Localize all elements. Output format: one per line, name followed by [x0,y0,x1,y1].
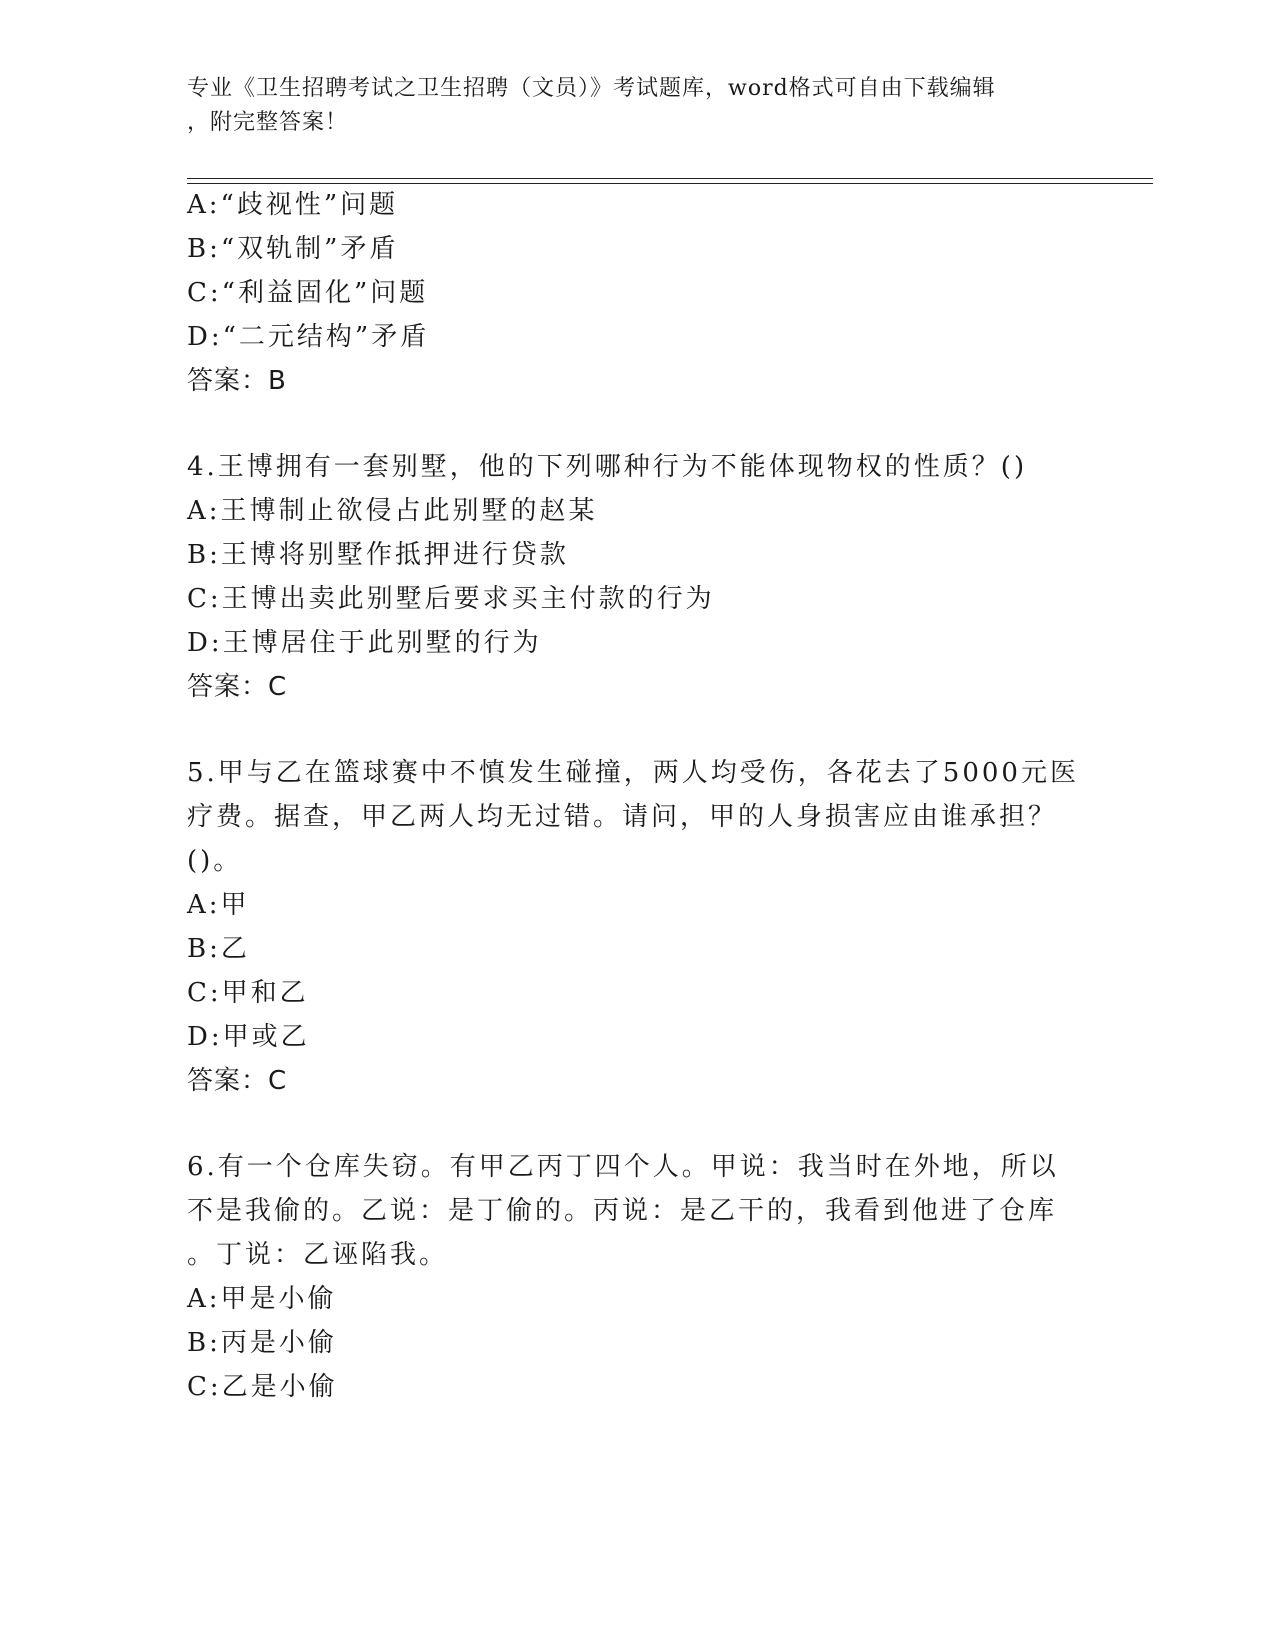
option-d: D:王博居住于此别墅的行为 [187,628,542,658]
question-stem: 。丁说：乙诬陷我。 [187,1240,449,1270]
document-header [187,72,1087,140]
answer-line: 答案：B [187,366,287,396]
option-c: C:“利益固化”问题 [187,278,429,308]
option-a: A:甲是小偷 [187,1284,337,1314]
option-d: D:“二元结构”矛盾 [187,322,430,352]
option-a: A:王博制止欲侵占此别墅的赵某 [187,496,598,526]
option-b: B:丙是小偷 [187,1328,337,1358]
question-stem: ()。 [187,846,243,876]
question-stem: 5.甲与乙在篮球赛中不慎发生碰撞，两人均受伤，各花去了5000元医 [187,758,1079,788]
question-stem: 6.有一个仓库失窃。有甲乙丙丁四个人。甲说：我当时在外地，所以 [187,1152,1059,1182]
option-b: B:“双轨制”矛盾 [187,234,399,264]
header-divider-top [187,178,1153,179]
answer-line: 答案：C [187,672,288,702]
option-a: A:“歧视性”问题 [187,190,399,220]
header-line-2: ，附完整答案！ [187,110,349,135]
option-b: B:乙 [187,934,250,964]
answer-line: 答案：C [187,1066,288,1096]
option-c: C:王博出卖此别墅后要求买主付款的行为 [187,584,715,614]
option-b: B:王博将别墅作抵押进行贷款 [187,540,569,570]
option-c: C:乙是小偷 [187,1372,338,1402]
option-a: A:甲 [187,890,250,920]
header-divider-bottom [187,183,1153,184]
option-d: D:甲或乙 [187,1022,310,1052]
question-stem: 疗费。据查，甲乙两人均无过错。请问，甲的人身损害应由谁承担？ [187,802,1058,832]
question-stem: 不是我偷的。乙说：是丁偷的。丙说：是乙干的，我看到他进了仓库 [187,1196,1058,1226]
option-c: C:甲和乙 [187,978,309,1008]
header-line-1: 专业《卫生招聘考试之卫生招聘（文员）》考试题库，word格式可自由下载编辑 [187,76,996,101]
question-stem: 4.王博拥有一套别墅，他的下列哪种行为不能体现物权的性质？() [187,452,1028,482]
